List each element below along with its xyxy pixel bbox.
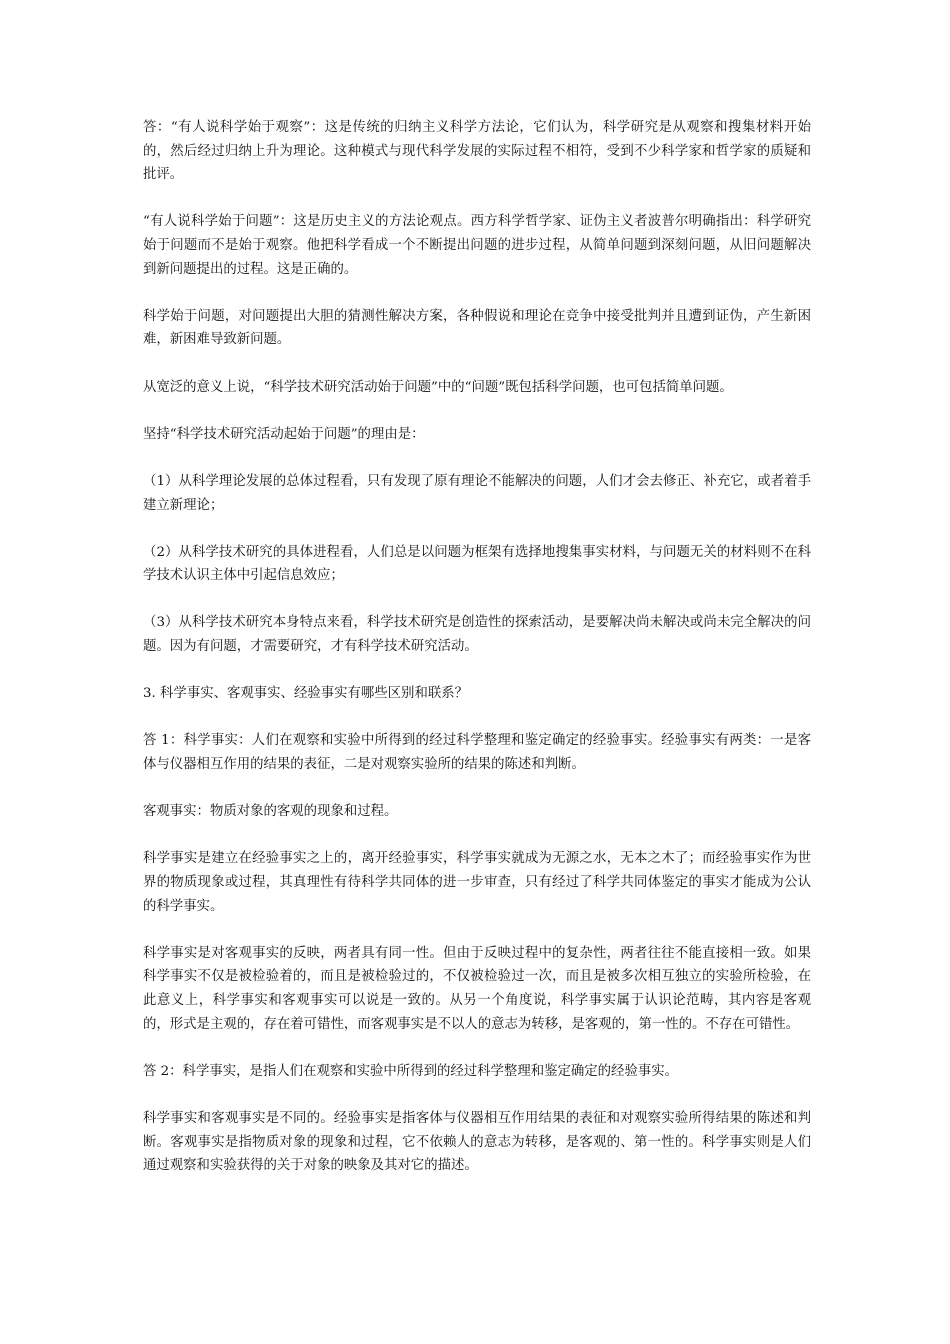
question-3-heading: 3. 科学事实、客观事实、经验事实有哪些区别和联系？ [143, 686, 469, 702]
paragraph-empirical-basis: 科学事实是建立在经验事实之上的，离开经验事实，科学事实就成为无源之水，无本之木了；而经验事实作为世界的物质现象或过程，其真理性有待科学共同体的进一步审查，只有经过了科学共同体鉴定的事实才能成为公认的科学事实。 [143, 851, 811, 914]
paragraph-reason-2: （2）从科学技术研究的具体进程看，人们总是以问题为框架有选择地搜集事实材料，与问题无关的材料则不在科学技术认识主体中引起信息效应； [143, 544, 811, 584]
paragraph-problem-viewpoint: “有人说科学始于问题”：这是历史主义的方法论观点。西方科学哲学家、证伪主义者波普尔明确指出：科学研究始于问题而不是始于观察。他把科学看成一个不断提出问题的进步过程，从简单问题到深刻问题，从旧问题解决到新问题提出的过程。这是正确的。 [143, 214, 811, 277]
paragraph-reasons-intro: 坚持“科学技术研究活动起始于问题”的理由是： [143, 426, 425, 442]
paragraph-broad-meaning: 从宽泛的意义上说，“科学技术研究活动始于问题”中的“问题”既包括科学问题，也可包括简单问题。 [143, 379, 733, 395]
paragraph-objective-fact: 客观事实：物质对象的客观的现象和过程。 [143, 804, 398, 820]
paragraph-differences: 科学事实和客观事实是不同的。经验事实是指客体与仪器相互作用结果的表征和对观察实验所得结果的陈述和判断。客观事实是指物质对象的现象和过程，它不依赖人的意志为转移，是客观的、第一性的。科学事实则是人们通过观察和实验获得的关于对象的映象及其对它的描述。 [143, 1110, 811, 1174]
paragraph-science-starts-with-problems: 科学始于问题，对问题提出大胆的猜测性解决方案，各种假说和理论在竞争中接受批判并且遭到证伪，产生新困难，新困难导致新问题。 [143, 308, 811, 348]
paragraph-reflection-identity: 科学事实是对客观事实的反映，两者具有同一性。但由于反映过程中的复杂性，两者往往不能直接相一致。如果科学事实不仅是被检验着的，而且是被检验过的，不仅被检验过一次，而且是被多次相互独立的实验所检验，在此意义上，科学事实和客观事实可以说是一致的。从另一个角度说，科学事实属于认识论范畴，其内容是客观的，形式是主观的，存在着可错性，而客观事实是不以人的意志为转移，是客观的，第一性的。不存在可错性。 [143, 945, 811, 1032]
document-body [143, 116, 811, 1201]
answer-paragraph-observation: 答：“有人说科学始于观察”：这是传统的归纳主义科学方法论，它们认为，科学研究是从观察和搜集材料开始的，然后经过归纳上升为理论。这种模式与现代科学发展的实际过程不相符，受到不少科学家和哲学家的质疑和批评。 [143, 120, 811, 183]
paragraph-reason-1: （1）从科学理论发展的总体过程看，只有发现了原有理论不能解决的问题，人们才会去修正、补充它，或者着手建立新理论； [143, 473, 811, 513]
answer-1-paragraph: 答 1：科学事实：人们在观察和实验中所得到的经过科学整理和鉴定确定的经验事实。经验事实有两类：一是客体与仪器相互作用的结果的表征，二是对观察实验所的结果的陈述和判断。 [143, 733, 811, 773]
answer-2-paragraph: 答 2：科学事实，是指人们在观察和实验中所得到的经过科学整理和鉴定确定的经验事实。 [143, 1063, 679, 1079]
paragraph-reason-3: （3）从科学技术研究本身特点来看，科学技术研究是创造性的探索活动，是要解决尚未解决或尚未完全解决的问题。因为有问题，才需要研究，才有科学技术研究活动。 [143, 615, 811, 655]
